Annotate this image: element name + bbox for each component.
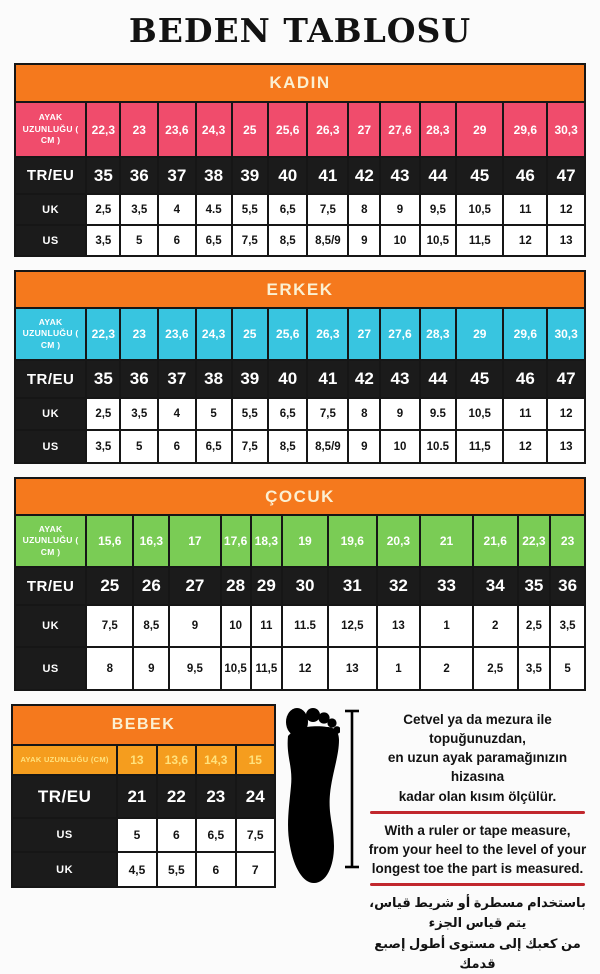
bottom-row [11, 704, 589, 974]
foot-length-cell: 24,3 [196, 308, 232, 360]
treu-size-cell: 43 [380, 157, 419, 194]
treu-size-cell: 26 [133, 567, 169, 605]
size-tables-container [0, 63, 600, 691]
note-line: Cetvel ya da mezura ile topuğunuzdan, [403, 712, 552, 747]
us-size-cell: 12 [503, 430, 547, 463]
bebek-table-slot [11, 704, 276, 888]
foot-length-cell: 20,3 [377, 515, 421, 567]
uk-row-label: UK [15, 605, 86, 647]
foot-length-cell: 25 [232, 102, 268, 157]
treu-size-cell: 29 [251, 567, 282, 605]
treu-size-cell: 24 [236, 775, 275, 818]
foot-length-cell: 22,3 [518, 515, 550, 567]
us-size-cell: 11,5 [456, 225, 503, 256]
us-size-cell: 7,5 [232, 225, 268, 256]
treu-size-cell: 32 [377, 567, 421, 605]
uk-size-cell: 1 [420, 605, 472, 647]
note-line: من كعبك إلى مستوى أطول إصبع قدمك [374, 935, 581, 971]
foot-length-cell: 15 [236, 745, 275, 775]
us-size-cell: 3,5 [518, 647, 550, 690]
foot-length-label: AYAK UZUNLUĞU (CM) [12, 745, 117, 775]
foot-length-cell: 30,3 [547, 308, 585, 360]
foot-length-cell: 28,3 [420, 308, 456, 360]
foot-length-cell: 29 [456, 102, 503, 157]
treu-size-cell: 41 [307, 360, 348, 398]
uk-size-cell: 10,5 [456, 194, 503, 225]
size-table-cocuk [14, 477, 586, 691]
size-table-bebek [11, 704, 276, 888]
note-line: With a ruler or tape measure, [384, 822, 571, 838]
us-size-cell: 13 [328, 647, 376, 690]
instruction-english [368, 821, 587, 878]
uk-size-cell: 8,5 [133, 605, 169, 647]
treu-size-cell: 21 [117, 775, 156, 818]
us-size-cell: 12 [503, 225, 547, 256]
treu-size-cell: 44 [420, 157, 456, 194]
treu-size-cell: 35 [518, 567, 550, 605]
section-title-cocuk: ÇOCUK [15, 478, 585, 515]
us-size-cell: 8 [86, 647, 133, 690]
foot-length-cell: 28,3 [420, 102, 456, 157]
treu-row-label: TR/EU [15, 567, 86, 605]
treu-size-cell: 25 [86, 567, 133, 605]
us-size-cell: 10,5 [221, 647, 251, 690]
foot-length-cell: 22,3 [86, 102, 120, 157]
treu-size-cell: 37 [158, 360, 196, 398]
treu-size-cell: 37 [158, 157, 196, 194]
uk-size-cell: 2,5 [86, 398, 120, 430]
us-size-cell: 8,5/9 [307, 430, 348, 463]
uk-size-cell: 3,5 [120, 194, 158, 225]
foot-length-label: AYAK UZUNLUĞU ( CM ) [15, 102, 86, 157]
us-size-cell: 9,5 [169, 647, 220, 690]
uk-size-cell: 4 [158, 398, 196, 430]
us-size-cell: 10 [380, 225, 419, 256]
uk-size-cell: 9 [169, 605, 220, 647]
us-size-cell: 7,5 [236, 818, 275, 852]
treu-size-cell: 46 [503, 157, 547, 194]
foot-length-cell: 25,6 [268, 308, 307, 360]
us-size-cell: 10 [380, 430, 419, 463]
instruction-arabic [368, 893, 587, 974]
note-line: باستخدام مسطرة أو شريط قياس، يتم قياس الجزء [369, 895, 586, 931]
treu-row-label: TR/EU [12, 775, 117, 818]
us-row-label: US [15, 647, 86, 690]
size-table-erkek [14, 270, 586, 464]
us-row-label: US [12, 818, 117, 852]
uk-row-label: UK [15, 194, 86, 225]
foot-length-cell: 22,3 [86, 308, 120, 360]
us-size-cell: 11,5 [456, 430, 503, 463]
size-chart-page [0, 11, 600, 971]
us-size-cell: 5 [120, 430, 158, 463]
uk-size-cell: 8 [348, 398, 380, 430]
foot-length-cell: 29 [456, 308, 503, 360]
us-size-cell: 8,5 [268, 225, 307, 256]
uk-size-cell: 7,5 [86, 605, 133, 647]
uk-size-cell: 4 [158, 194, 196, 225]
us-size-cell: 8,5/9 [307, 225, 348, 256]
uk-size-cell: 12 [547, 194, 585, 225]
uk-size-cell: 5 [196, 398, 232, 430]
treu-size-cell: 38 [196, 157, 232, 194]
red-underline [370, 883, 585, 886]
treu-size-cell: 46 [503, 360, 547, 398]
uk-size-cell: 4.5 [196, 194, 232, 225]
us-row-label: US [15, 430, 86, 463]
foot-length-cell: 21,6 [473, 515, 518, 567]
foot-length-cell: 23 [120, 102, 158, 157]
uk-size-cell: 7,5 [307, 398, 348, 430]
red-underline [370, 811, 585, 814]
treu-size-cell: 40 [268, 157, 307, 194]
uk-row-label: UK [12, 852, 117, 887]
note-line: from your heel to the level of your [368, 841, 587, 857]
section-title-erkek: ERKEK [15, 271, 585, 308]
measurement-line-icon [344, 708, 360, 870]
treu-size-cell: 42 [348, 157, 380, 194]
foot-length-cell: 23,6 [158, 308, 196, 360]
treu-size-cell: 45 [456, 360, 503, 398]
foot-length-cell: 23 [550, 515, 585, 567]
foot-length-cell: 13 [117, 745, 156, 775]
foot-length-cell: 30,3 [547, 102, 585, 157]
us-row-label: US [15, 225, 86, 256]
foot-measure-graphic [284, 704, 362, 886]
treu-size-cell: 22 [157, 775, 196, 818]
uk-size-cell: 3,5 [120, 398, 158, 430]
uk-size-cell: 13 [377, 605, 421, 647]
foot-length-cell: 23 [120, 308, 158, 360]
uk-size-cell: 4,5 [117, 852, 156, 887]
foot-length-cell: 15,6 [86, 515, 133, 567]
treu-size-cell: 44 [420, 360, 456, 398]
foot-length-cell: 27 [348, 308, 380, 360]
us-size-cell: 5 [120, 225, 158, 256]
section-title-bebek: BEBEK [12, 705, 275, 745]
foot-length-cell: 18,3 [251, 515, 282, 567]
treu-size-cell: 41 [307, 157, 348, 194]
uk-size-cell: 2,5 [518, 605, 550, 647]
uk-size-cell: 11 [503, 398, 547, 430]
us-size-cell: 11,5 [251, 647, 282, 690]
foot-length-cell: 23,6 [158, 102, 196, 157]
note-line: en uzun ayak paramağınızın hizasına [387, 750, 568, 785]
treu-size-cell: 47 [547, 157, 585, 194]
uk-size-cell: 5,5 [232, 194, 268, 225]
uk-size-cell: 6,5 [268, 398, 307, 430]
section-title-kadin: KADIN [15, 64, 585, 102]
foot-length-cell: 19 [282, 515, 328, 567]
treu-size-cell: 39 [232, 157, 268, 194]
us-size-cell: 6,5 [196, 430, 232, 463]
uk-size-cell: 12 [547, 398, 585, 430]
uk-size-cell: 9,5 [420, 194, 456, 225]
uk-size-cell: 10 [221, 605, 251, 647]
us-size-cell: 3,5 [86, 430, 120, 463]
treu-row-label: TR/EU [15, 157, 86, 194]
uk-size-cell: 6 [196, 852, 235, 887]
treu-size-cell: 42 [348, 360, 380, 398]
us-size-cell: 2,5 [473, 647, 518, 690]
foot-length-label: AYAK UZUNLUĞU ( CM ) [15, 308, 86, 360]
us-size-cell: 9 [348, 430, 380, 463]
us-size-cell: 8,5 [268, 430, 307, 463]
treu-size-cell: 23 [196, 775, 235, 818]
us-size-cell: 6 [158, 225, 196, 256]
us-size-cell: 6 [158, 430, 196, 463]
foot-length-cell: 17 [169, 515, 220, 567]
us-size-cell: 13 [547, 430, 585, 463]
uk-size-cell: 11.5 [282, 605, 328, 647]
uk-size-cell: 3,5 [550, 605, 585, 647]
us-size-cell: 6,5 [196, 225, 232, 256]
uk-size-cell: 10,5 [456, 398, 503, 430]
treu-size-cell: 39 [232, 360, 268, 398]
treu-size-cell: 35 [86, 157, 120, 194]
uk-size-cell: 11 [251, 605, 282, 647]
uk-size-cell: 12,5 [328, 605, 376, 647]
foot-length-cell: 29,6 [503, 102, 547, 157]
us-size-cell: 9 [348, 225, 380, 256]
uk-size-cell: 6,5 [268, 194, 307, 225]
us-size-cell: 5 [550, 647, 585, 690]
foot-length-cell: 27,6 [380, 308, 419, 360]
us-size-cell: 3,5 [86, 225, 120, 256]
us-size-cell: 6,5 [196, 818, 235, 852]
foot-length-cell: 19,6 [328, 515, 376, 567]
instruction-turkish [368, 710, 587, 806]
foot-length-cell: 26,3 [307, 102, 348, 157]
note-line: longest toe the part is measured. [371, 861, 584, 877]
uk-size-cell: 11 [503, 194, 547, 225]
treu-size-cell: 36 [120, 157, 158, 194]
treu-size-cell: 34 [473, 567, 518, 605]
foot-length-cell: 16,3 [133, 515, 169, 567]
us-size-cell: 10,5 [420, 225, 456, 256]
uk-size-cell: 2,5 [86, 194, 120, 225]
us-size-cell: 9 [133, 647, 169, 690]
foot-length-cell: 25,6 [268, 102, 307, 157]
uk-size-cell: 9 [380, 194, 419, 225]
uk-size-cell: 9 [380, 398, 419, 430]
measure-instructions [362, 704, 589, 974]
foot-length-cell: 27,6 [380, 102, 419, 157]
foot-length-cell: 27 [348, 102, 380, 157]
treu-size-cell: 30 [282, 567, 328, 605]
foot-length-cell: 24,3 [196, 102, 232, 157]
uk-row-label: UK [15, 398, 86, 430]
foot-length-cell: 25 [232, 308, 268, 360]
treu-size-cell: 31 [328, 567, 376, 605]
us-size-cell: 10.5 [420, 430, 456, 463]
uk-size-cell: 7 [236, 852, 275, 887]
foot-length-cell: 21 [420, 515, 472, 567]
foot-length-label: AYAK UZUNLUĞU ( CM ) [15, 515, 86, 567]
treu-size-cell: 40 [268, 360, 307, 398]
treu-size-cell: 43 [380, 360, 419, 398]
uk-size-cell: 7,5 [307, 194, 348, 225]
page-title: BEDEN TABLOSU [128, 11, 472, 50]
foot-length-cell: 29,6 [503, 308, 547, 360]
treu-size-cell: 35 [86, 360, 120, 398]
us-size-cell: 5 [117, 818, 156, 852]
treu-size-cell: 36 [550, 567, 585, 605]
foot-length-cell: 17,6 [221, 515, 251, 567]
foot-length-cell: 14,3 [196, 745, 235, 775]
treu-row-label: TR/EU [15, 360, 86, 398]
treu-size-cell: 33 [420, 567, 472, 605]
us-size-cell: 13 [547, 225, 585, 256]
uk-size-cell: 2 [473, 605, 518, 647]
foot-length-cell: 26,3 [307, 308, 348, 360]
foot-silhouette-icon [284, 704, 340, 886]
foot-length-cell: 13,6 [157, 745, 196, 775]
treu-size-cell: 47 [547, 360, 585, 398]
us-size-cell: 1 [377, 647, 421, 690]
treu-size-cell: 45 [456, 157, 503, 194]
us-size-cell: 7,5 [232, 430, 268, 463]
treu-size-cell: 36 [120, 360, 158, 398]
treu-size-cell: 28 [221, 567, 251, 605]
treu-size-cell: 27 [169, 567, 220, 605]
treu-size-cell: 38 [196, 360, 232, 398]
uk-size-cell: 8 [348, 194, 380, 225]
us-size-cell: 2 [420, 647, 472, 690]
uk-size-cell: 5,5 [157, 852, 196, 887]
uk-size-cell: 5,5 [232, 398, 268, 430]
size-table-kadin [14, 63, 586, 257]
uk-size-cell: 9.5 [420, 398, 456, 430]
us-size-cell: 12 [282, 647, 328, 690]
us-size-cell: 6 [157, 818, 196, 852]
note-line: kadar olan kısım ölçülür. [398, 788, 557, 804]
